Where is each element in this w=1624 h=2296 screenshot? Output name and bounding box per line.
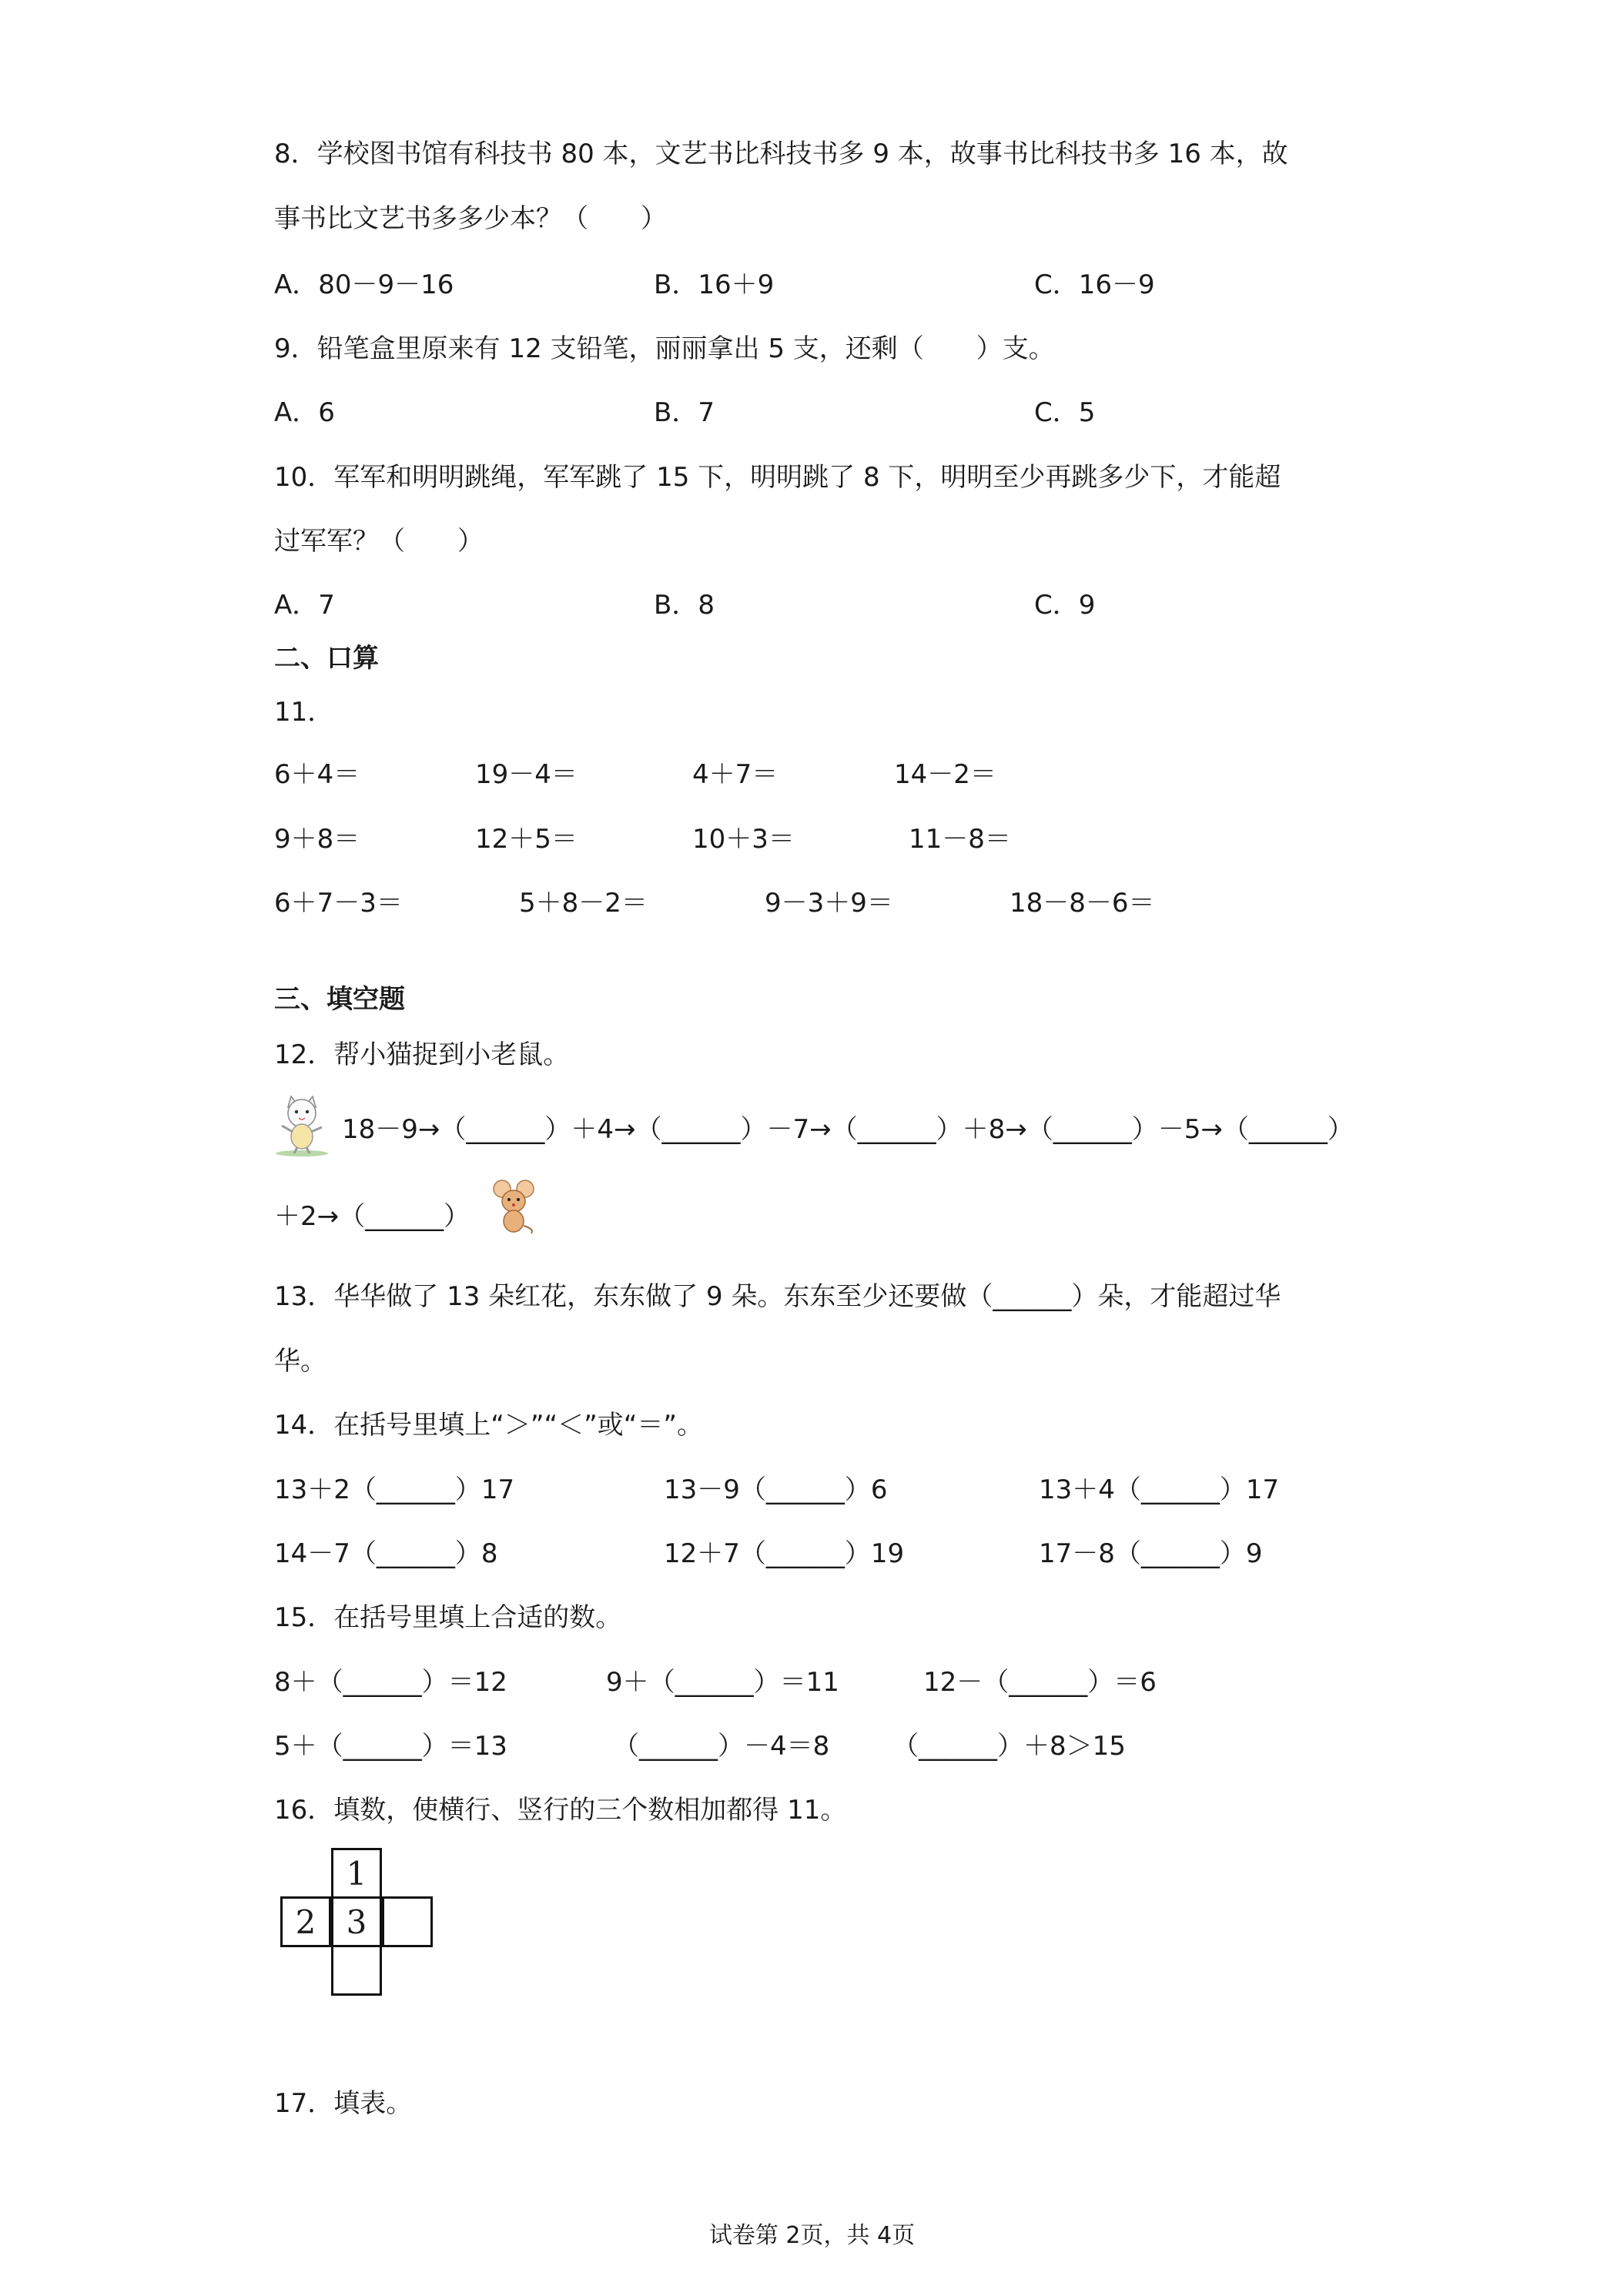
q9-stem: 9．铅笔盒里原来有 12 支铅笔，丽丽拿出 5 支，还剩（ ）支。 <box>274 333 1055 364</box>
q8-option-c: C．16－9 <box>1034 269 1155 300</box>
q8-stem-line2: 事书比文艺书多多少本？（ ） <box>274 203 667 234</box>
q15-fill-item: 5＋（______）＝13 <box>274 1731 507 1762</box>
q11-expr: 12＋5＝ <box>475 824 578 855</box>
q13-stem-line2: 华。 <box>274 1346 326 1377</box>
q10-option-c: C．9 <box>1034 590 1096 621</box>
q14-compare-item: 17－8（______）9 <box>1039 1538 1263 1569</box>
q10-stem-line2: 过军军？（ ） <box>274 526 484 557</box>
grid-cell-right[interactable] <box>382 1896 433 1947</box>
q15-title: 15．在括号里填上合适的数。 <box>274 1602 622 1633</box>
q15-fill-item: 9＋（______）＝11 <box>606 1667 839 1698</box>
grid-cell-top: 1 <box>331 1848 382 1899</box>
q14-title: 14．在括号里填上“＞”“＜”或“＝”。 <box>274 1410 703 1441</box>
q9-option-c: C．5 <box>1034 397 1096 428</box>
page-footer: 试卷第 2页，共 4页 <box>708 2222 916 2249</box>
q12-chain-line1: 18－9→（______）＋4→（______）－7→（______）＋8→（______）－5→（______） <box>342 1114 1354 1145</box>
q15-fill-item: （______）＋8＞15 <box>892 1731 1126 1762</box>
q10-option-b: B．8 <box>654 590 715 621</box>
q11-expr: 5＋8－2＝ <box>519 888 648 919</box>
q8-option-b: B．16＋9 <box>654 269 775 300</box>
q17-title: 17．填表。 <box>274 2088 413 2119</box>
q10-option-a: A．7 <box>274 590 335 621</box>
q11-expr: 18－8－6＝ <box>1010 888 1155 919</box>
q11-label: 11． <box>274 697 334 728</box>
q14-compare-item: 12＋7（______）19 <box>664 1538 905 1569</box>
mouse-icon <box>490 1178 537 1235</box>
q11-expr: 19－4＝ <box>475 759 578 790</box>
q9-option-b: B．7 <box>654 397 715 428</box>
q11-expr: 6＋4＝ <box>274 759 360 790</box>
q11-expr: 11－8＝ <box>909 824 1011 855</box>
section-heading-fill-blank: 三、填空题 <box>274 984 405 1015</box>
q14-compare-item: 13－9（______）6 <box>664 1474 888 1505</box>
q14-compare-item: 14－7（______）8 <box>274 1538 498 1569</box>
q11-expr: 14－2＝ <box>894 759 996 790</box>
q15-fill-item: （______）－4＝8 <box>613 1731 830 1762</box>
q15-fill-item: 12－（______）＝6 <box>923 1667 1157 1698</box>
q14-compare-item: 13＋4（______）17 <box>1039 1474 1280 1505</box>
grid-cell-bottom[interactable] <box>331 1945 382 1996</box>
section-heading-oral-calc: 二、口算 <box>274 643 379 674</box>
q9-option-a: A．6 <box>274 397 335 428</box>
cat-icon <box>271 1093 336 1156</box>
q8-option-a: A．80－9－16 <box>274 269 454 300</box>
q11-expr: 4＋7＝ <box>692 759 779 790</box>
grid-cell-center: 3 <box>331 1896 382 1947</box>
grid-cell-left: 2 <box>280 1896 331 1947</box>
q15-fill-item: 8＋（______）＝12 <box>274 1667 507 1698</box>
q11-expr: 9＋8＝ <box>274 824 360 855</box>
q12-title: 12．帮小猫捉到小老鼠。 <box>274 1039 570 1070</box>
q10-stem-line1: 10．军军和明明跳绳，军军跳了 15 下，明明跳了 8 下，明明至少再跳多少下，才能超 <box>274 462 1281 493</box>
q11-expr: 6＋7－3＝ <box>274 888 403 919</box>
q16-title: 16．填数，使横行、竖行的三个数相加都得 11。 <box>274 1795 847 1826</box>
q8-stem-line1: 8．学校图书馆有科技书 80 本，文艺书比科技书多 9 本，故事书比科技书多 16 本，故 <box>274 139 1288 169</box>
q13-stem-line1: 13．华华做了 13 朵红花，东东做了 9 朵。东东至少还要做（______）朵，才能超过华 <box>274 1281 1281 1312</box>
q12-chain-line2: ＋2→（______） <box>274 1201 470 1232</box>
q11-expr: 10＋3＝ <box>692 824 795 855</box>
q14-compare-item: 13＋2（______）17 <box>274 1474 515 1505</box>
q11-expr: 9－3＋9＝ <box>765 888 893 919</box>
